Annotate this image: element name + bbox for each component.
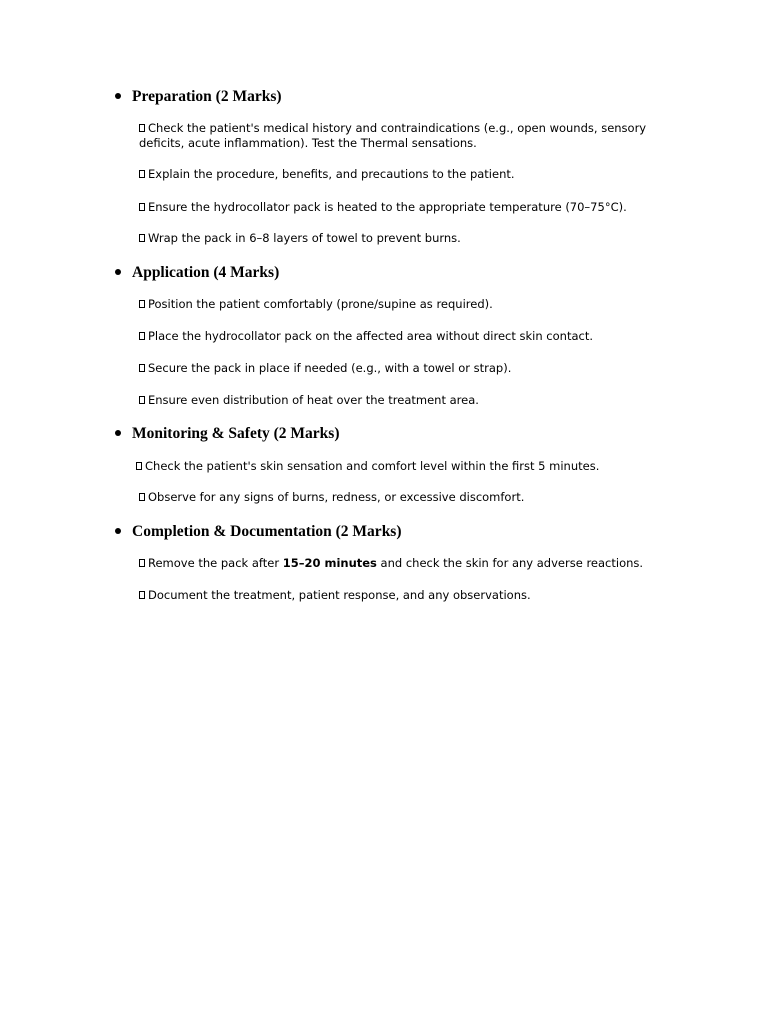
list-item	[139, 490, 669, 505]
list-item	[139, 200, 669, 215]
missing-glyph-icon	[136, 462, 142, 470]
missing-glyph-icon	[139, 493, 145, 501]
list-item-text: Check the patient's skin sensation and comfort level within the first 5 minutes.	[145, 459, 600, 473]
list-item	[139, 297, 669, 312]
list-item-text-bold: 15–20 minutes	[282, 556, 377, 570]
list-item	[139, 393, 669, 408]
missing-glyph-icon	[139, 234, 145, 242]
missing-glyph-icon	[139, 591, 145, 599]
missing-glyph-icon	[139, 300, 145, 308]
bullet-icon	[115, 430, 121, 436]
list-item-text: Explain the procedure, benefits, and precautions to the patient.	[148, 167, 515, 181]
list-item	[139, 167, 669, 182]
list-item-text: Observe for any signs of burns, redness, or excessive discomfort.	[148, 490, 525, 504]
list-item-text: Check the patient's medical history and contraindications (e.g., open wounds, sensory deficits, acute inflammation). Test the Thermal sensations.	[139, 121, 647, 150]
bullet-icon	[115, 528, 121, 534]
section-heading: Completion & Documentation (2 Marks)	[132, 523, 402, 540]
list-item-text: Position the patient comfortably (prone/supine as required).	[148, 297, 493, 311]
missing-glyph-icon	[139, 124, 145, 132]
list-item-text: Document the treatment, patient response, and any observations.	[148, 588, 531, 602]
list-item	[139, 588, 669, 603]
missing-glyph-icon	[139, 396, 145, 404]
list-item-text: Place the hydrocollator pack on the affected area without direct skin contact.	[148, 329, 593, 343]
list-item	[136, 459, 666, 474]
missing-glyph-icon	[139, 332, 145, 340]
list-item-text: Wrap the pack in 6–8 layers of towel to prevent burns.	[148, 231, 461, 245]
list-item-text: Secure the pack in place if needed (e.g., with a towel or strap).	[148, 361, 512, 375]
section-heading: Preparation (2 Marks)	[132, 88, 282, 105]
section-heading: Application (4 Marks)	[132, 264, 280, 281]
list-item	[139, 231, 669, 246]
list-item	[139, 121, 669, 151]
list-item-text: Ensure even distribution of heat over the treatment area.	[148, 393, 479, 407]
bullet-icon	[115, 269, 121, 275]
bullet-icon	[115, 93, 121, 99]
missing-glyph-icon	[139, 170, 145, 178]
missing-glyph-icon	[139, 559, 145, 567]
missing-glyph-icon	[139, 203, 145, 211]
list-item	[139, 329, 669, 344]
list-item-text-before: Remove the pack after	[148, 556, 283, 570]
list-item-text: Ensure the hydrocollator pack is heated to the appropriate temperature (70–75°C).	[148, 200, 627, 214]
missing-glyph-icon	[139, 364, 145, 372]
list-item	[139, 361, 669, 376]
section-heading: Monitoring & Safety (2 Marks)	[132, 425, 340, 442]
list-item-text-after: and check the skin for any adverse reactions.	[376, 556, 644, 570]
list-item	[139, 556, 669, 571]
